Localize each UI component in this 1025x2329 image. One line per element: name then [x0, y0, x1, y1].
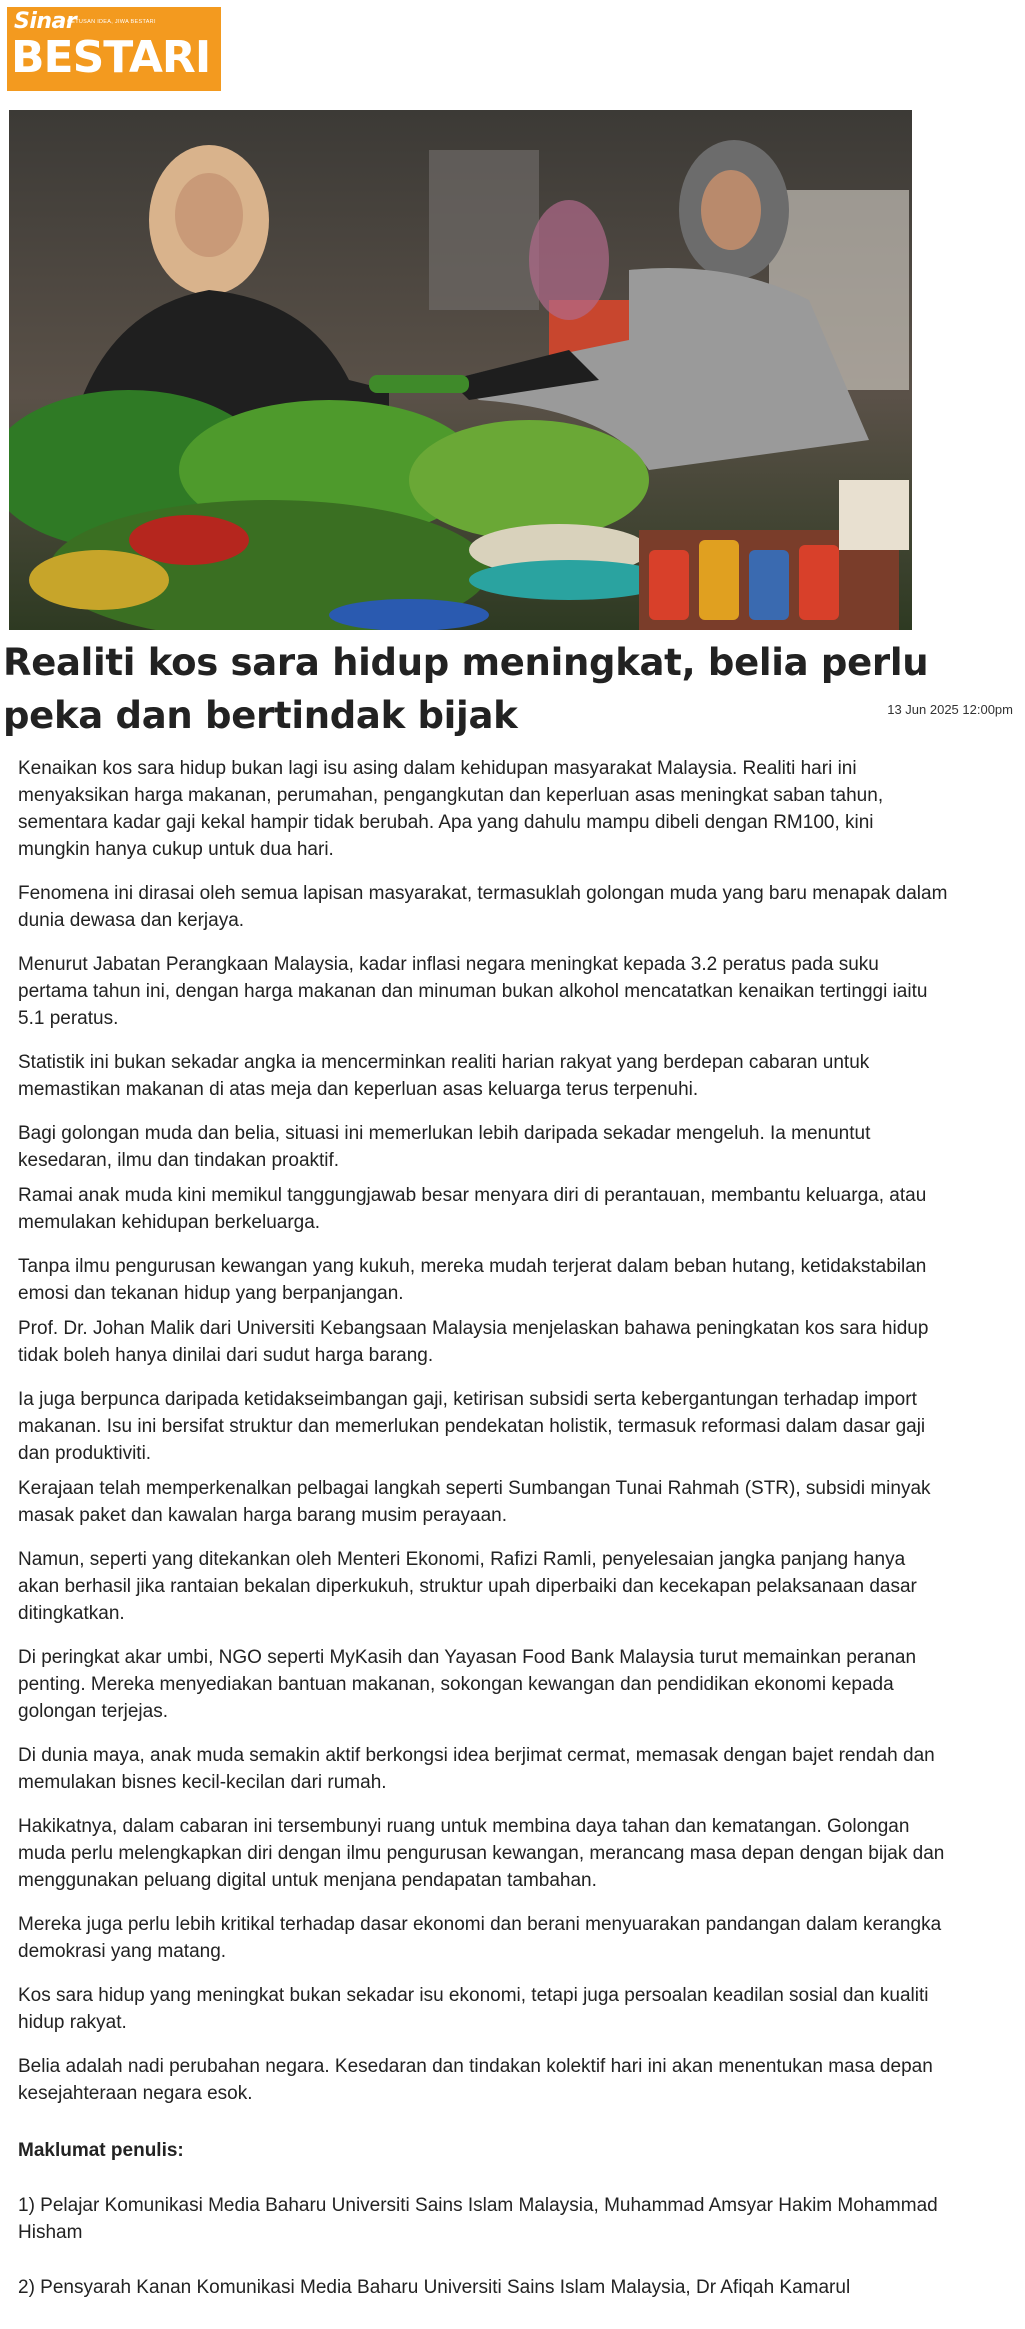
article-paragraph: Ia juga berpunca daripada ketidakseimbangan gaji, ketirisan subsidi serta kebergantungan terhadap import makanan. Isu ini bersifat struktur dan memerlukan pendekatan holistik, termasuk reformasi dalam dasar gaji dan produktiviti. [18, 1389, 926, 1464]
writer-info-label: Maklumat penulis: [18, 2140, 184, 2161]
logo-tagline: CETUSAN IDEA, JIWA BESTARI [67, 19, 156, 25]
article-paragraph: Tanpa ilmu pengurusan kewangan yang kukuh, mereka mudah terjerat dalam beban hutang, ketidakstabilan emosi dan tekanan hidup yang berpanjangan. [18, 1256, 927, 1304]
hero-image [9, 110, 912, 630]
article-title: Realiti kos sara hidup meningkat, belia perlu peka dan bertindak bijak [3, 641, 929, 737]
article-paragraph: Kenaikan kos sara hidup bukan lagi isu asing dalam kehidupan masyarakat Malaysia. Realiti hari ini menyaksikan harga makanan, perumahan, pengangkutan dan keperluan asas meningkat saban tahun, sementara kadar gaji kekal hampir tidak berubah. Apa yang dahulu mampu dibeli dengan RM100, kini mungkin hanya cukup untuk dua hari. [18, 758, 884, 860]
article-date: 13 Jun 2025 12:00pm [887, 702, 1013, 717]
logo-bestari-text: BESTARI [11, 32, 211, 83]
article-paragraph: Bagi golongan muda dan belia, situasi ini memerlukan lebih daripada sekadar mengeluh. Ia menuntut kesedaran, ilmu dan tindakan proaktif. [18, 1123, 871, 1171]
article-paragraph: Belia adalah nadi perubahan negara. Kesedaran dan tindakan kolektif hari ini akan menentukan masa depan kesejahteraan negara esok. [18, 2056, 933, 2104]
article-paragraph: Fenomena ini dirasai oleh semua lapisan masyarakat, termasuklah golongan muda yang baru menapak dalam dunia dewasa dan kerjaya. [18, 883, 948, 931]
article-paragraph: Kerajaan telah memperkenalkan pelbagai langkah seperti Sumbangan Tunai Rahmah (STR), subsidi minyak masak paket dan kawalan harga barang musim perayaan. [18, 1478, 931, 1526]
logo-sinar-text: Sinar [14, 9, 77, 34]
market-photo-illustration [9, 110, 912, 630]
article-paragraph: Ramai anak muda kini memikul tanggungjawab besar menyara diri di perantauan, membantu keluarga, atau memulakan kehidupan berkeluarga. [18, 1185, 927, 1233]
site-logo[interactable] [7, 7, 221, 91]
article-paragraph: Prof. Dr. Johan Malik dari Universiti Kebangsaan Malaysia menjelaskan bahawa peningkatan kos sara hidup tidak boleh hanya dinilai dari sudut harga barang. [18, 1318, 929, 1366]
article-paragraph: Di dunia maya, anak muda semakin aktif berkongsi idea berjimat cermat, memasak dengan bajet rendah dan memulakan bisnes kecil-kecilan dari rumah. [18, 1745, 935, 1793]
article-paragraph: Di peringkat akar umbi, NGO seperti MyKasih dan Yayasan Food Bank Malaysia turut memainkan peranan penting. Mereka menyediakan bantuan makanan, sokongan kewangan dan pendidikan ekonomi kepada golongan terjejas. [18, 1647, 917, 1722]
article-paragraph: Statistik ini bukan sekadar angka ia mencerminkan realiti harian rakyat yang berdepan cabaran untuk memastikan makanan di atas meja dan keperluan asas keluarga terus terpenuhi. [18, 1052, 870, 1100]
article-paragraph: Hakikatnya, dalam cabaran ini tersembunyi ruang untuk membina daya tahan dan kematangan. Golongan muda perlu melengkapkan diri dengan ilmu pengurusan kewangan, merancang masa depan dengan bijak dan menggunakan peluang digital untuk menjana pendapatan tambahan. [18, 1816, 945, 1891]
writer-info-item: 2) Pensyarah Kanan Komunikasi Media Baharu Universiti Sains Islam Malaysia, Dr Afiqah Kamarul [18, 2277, 851, 2298]
article-paragraph: Menurut Jabatan Perangkaan Malaysia, kadar inflasi negara meningkat kepada 3.2 peratus pada suku pertama tahun ini, dengan harga makanan dan minuman bukan alkohol mencatatkan kenaikan tertinggi iaitu 5.1 peratus. [18, 954, 928, 1029]
writer-info-item: 1) Pelajar Komunikasi Media Baharu Universiti Sains Islam Malaysia, Muhammad Amsyar Hakim Mohammad Hisham [18, 2195, 938, 2243]
article-paragraph: Mereka juga perlu lebih kritikal terhadap dasar ekonomi dan berani menyuarakan pandangan dalam kerangka demokrasi yang matang. [18, 1914, 942, 1962]
article-paragraph: Namun, seperti yang ditekankan oleh Menteri Ekonomi, Rafizi Ramli, penyelesaian jangka panjang hanya akan berhasil jika rantaian bekalan diperkukuh, struktur upah diperbaiki dan kecekapan pelaksanaan dasar ditingkatkan. [18, 1549, 917, 1624]
article-body [18, 755, 948, 2329]
article-paragraph: Kos sara hidup yang meningkat bukan sekadar isu ekonomi, tetapi juga persoalan keadilan sosial dan kualiti hidup rakyat. [18, 1985, 929, 2033]
